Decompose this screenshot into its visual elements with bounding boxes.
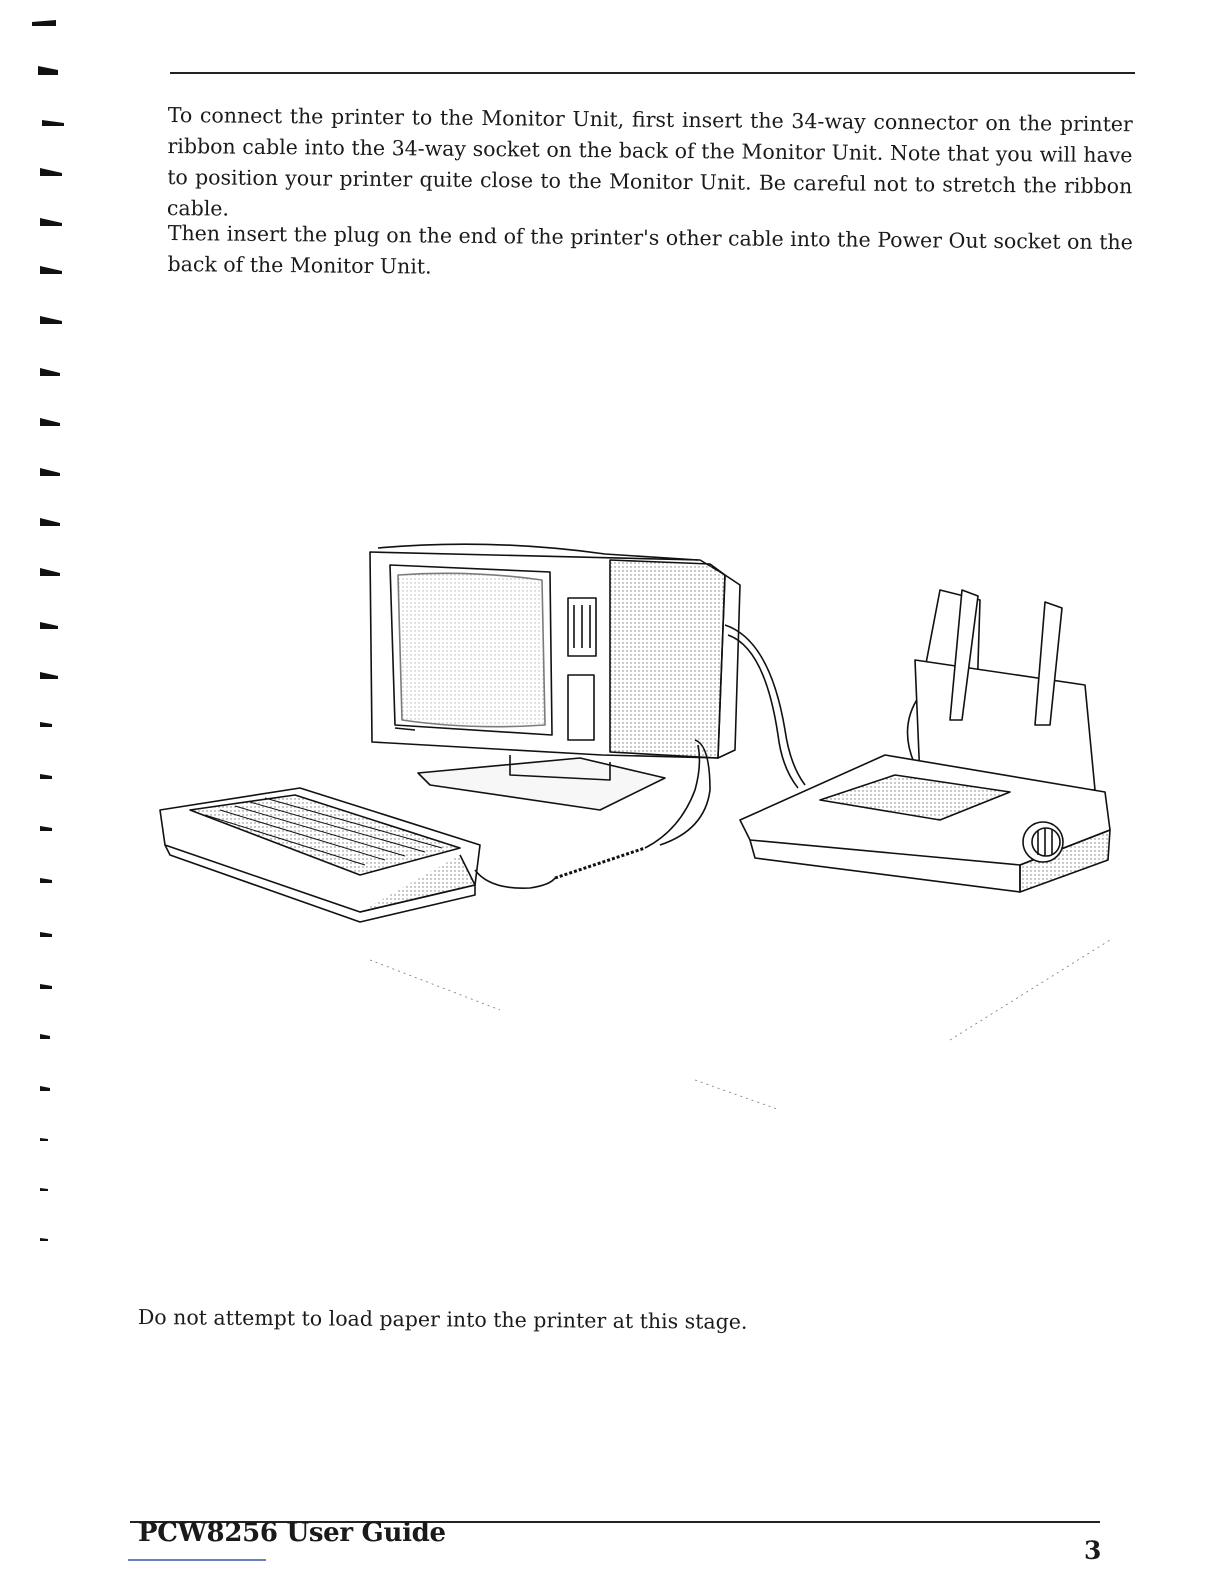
monitor-stand [418,755,665,810]
monitor-unit [370,544,740,758]
header-rule [170,72,1135,74]
paragraph-power-cable: Then insert the plug on the end of the printer's other cable into the Power Out socket on the back of the Monitor Unit. [167,220,1133,279]
paragraph-connect-printer: To connect the printer to the Monitor Unit, first insert the 34-way connector on the printer ribbon cable into the 34-way socket on the back of the Monitor Unit. Note that you will have to position your printer quite close to the Monitor Unit. Be careful not to stretch the ribbon cable. [166,102,1133,221]
margin-scan-marks [0,0,80,1584]
paper-note: Do not attempt to load paper into the printer at this stage. [137,1304,748,1334]
footer-underline [128,1559,266,1561]
printer [740,590,1110,892]
keyboard [160,788,480,922]
page-number: 3 [1084,1536,1102,1565]
pcw-setup-illustration [150,530,1120,1120]
footer-title: PCW8256 User Guide [138,1518,446,1548]
desk-lines [370,940,1110,1110]
